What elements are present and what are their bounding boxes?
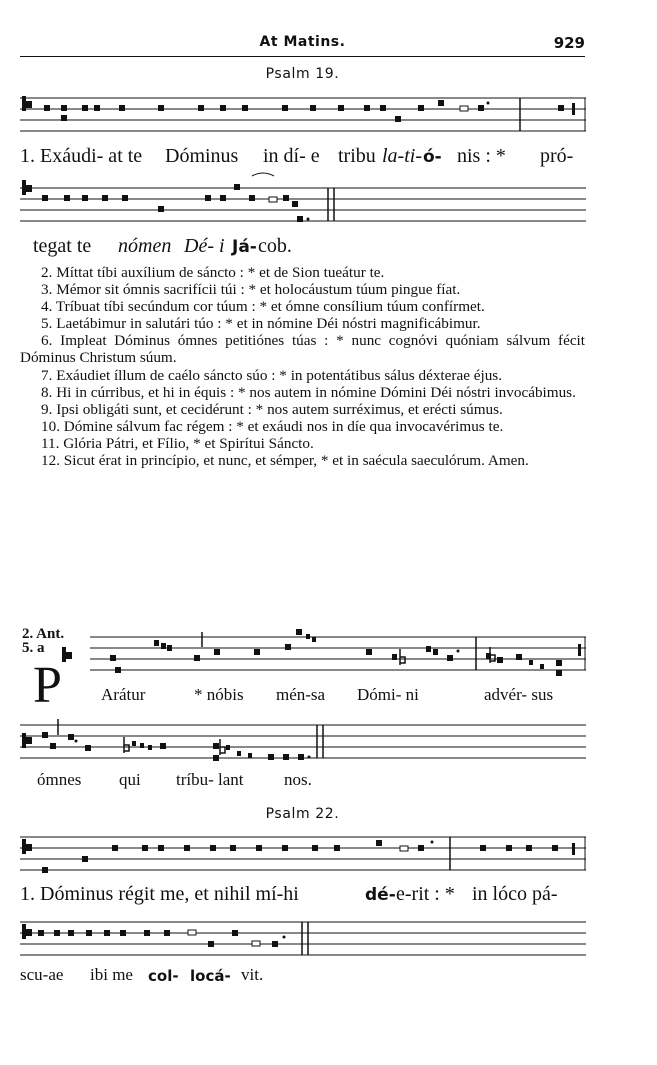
running-title: At Matins. (259, 34, 346, 50)
syllable: vit. (241, 965, 264, 984)
verse: 8. Hi in cúrribus, et hi in équis : * nos autem in nómine Dómini Déi nóstri invocábimus. (41, 383, 576, 401)
psalm-22-staff-2 (20, 915, 586, 961)
page-header (20, 30, 585, 57)
syllable: col- (148, 967, 179, 985)
syllable: tribu (338, 145, 376, 167)
antiphon-staff-1 (20, 627, 586, 681)
syllable: dé- (365, 885, 396, 905)
syllable: e-rit : * (396, 883, 455, 905)
psalm-19-staff-2 (20, 168, 586, 230)
psalm-22-staff-1 (20, 832, 586, 878)
syllable: nos. (284, 770, 312, 789)
verse: 9. Ipsi obligáti sunt, et cecidérunt : * nos autem surréximus, et erécti súmus. (41, 400, 503, 418)
syllable: Arátur (101, 685, 146, 704)
syllable: advér- sus (484, 685, 554, 704)
psalm-19-verses (20, 264, 585, 469)
syllable: pró- (540, 145, 574, 167)
antiphon-number: 2. Ant. (22, 626, 65, 642)
syllable: Já- (232, 237, 257, 257)
syllable: 1. Dóminus régit me, et nihil mí-hi (20, 883, 299, 905)
syllable: Dómi- ni (357, 685, 419, 704)
syllable: ibi me (90, 965, 133, 984)
syllable: ómnes (37, 770, 82, 789)
syllable: tríbu- lant (176, 770, 244, 789)
syllable: Dóminus (165, 145, 239, 167)
syllable: locá- (190, 967, 231, 985)
syllable: in dí- e (263, 145, 320, 167)
psalm-19-title: Psalm 19. (265, 66, 340, 82)
syllable: 1. Exáudi- at te (20, 145, 143, 167)
syllable: nis : * (457, 145, 506, 167)
syllable: qui (119, 770, 141, 789)
verse: 5. Laetábimur in salutári túo : * et in nómine Déi nóstri magnificábimur. (41, 315, 481, 333)
verse: 4. Tríbuat tíbi secúndum cor túum : * et ómne consílium túum confírmet. (41, 298, 485, 316)
syllable: nómen (118, 235, 172, 257)
syllable: * nóbis (194, 685, 244, 704)
verse: 3. Mémor sit ómnis sacrifícii túi : * et holocáustum túum pingue fíat. (41, 281, 461, 299)
syllable: Dé- i (184, 235, 225, 257)
syllable: cob. (258, 235, 292, 257)
verse: 2. Míttat tíbi auxílium de sáncto : * et de Sion tueátur te. (41, 264, 385, 281)
antiphon-initial: P (33, 657, 62, 714)
syllable: in lóco pá- (472, 883, 558, 905)
psalm-22-title: Psalm 22. (265, 806, 340, 822)
verse: 7. Exáudiet íllum de caélo sáncto súo : * in potentátibus sálus déxterae éjus. (41, 366, 502, 384)
syllable: tegat te (33, 235, 92, 257)
syllable: la-ti- (382, 145, 422, 167)
verse: 11. Glória Pátri, et Fílio, * et Spirítui Sáncto. (41, 434, 314, 452)
syllable: mén-sa (276, 685, 326, 704)
verse: 6. Impleat Dóminus ómnes petitiónes túas : * nunc cognóvi quóniam sálvum fécit Dóminus Christum súum. (20, 332, 585, 367)
page-number: 929 (553, 34, 585, 52)
syllable: ó- (423, 147, 442, 167)
psalm-19-staff-1 (20, 93, 586, 139)
verse: 12. Sicut érat in princípio, et nunc, et sémper, * et in saécula saeculórum. Amen. (41, 452, 529, 470)
antiphon-staff-2 (20, 717, 586, 767)
syllable: scu-ae (20, 965, 64, 984)
verse: 10. Dómine sálvum fac régem : * et exáudi nos in díe qua invocavérimus te. (41, 417, 504, 435)
antiphon-mode: 5. a (22, 640, 45, 656)
